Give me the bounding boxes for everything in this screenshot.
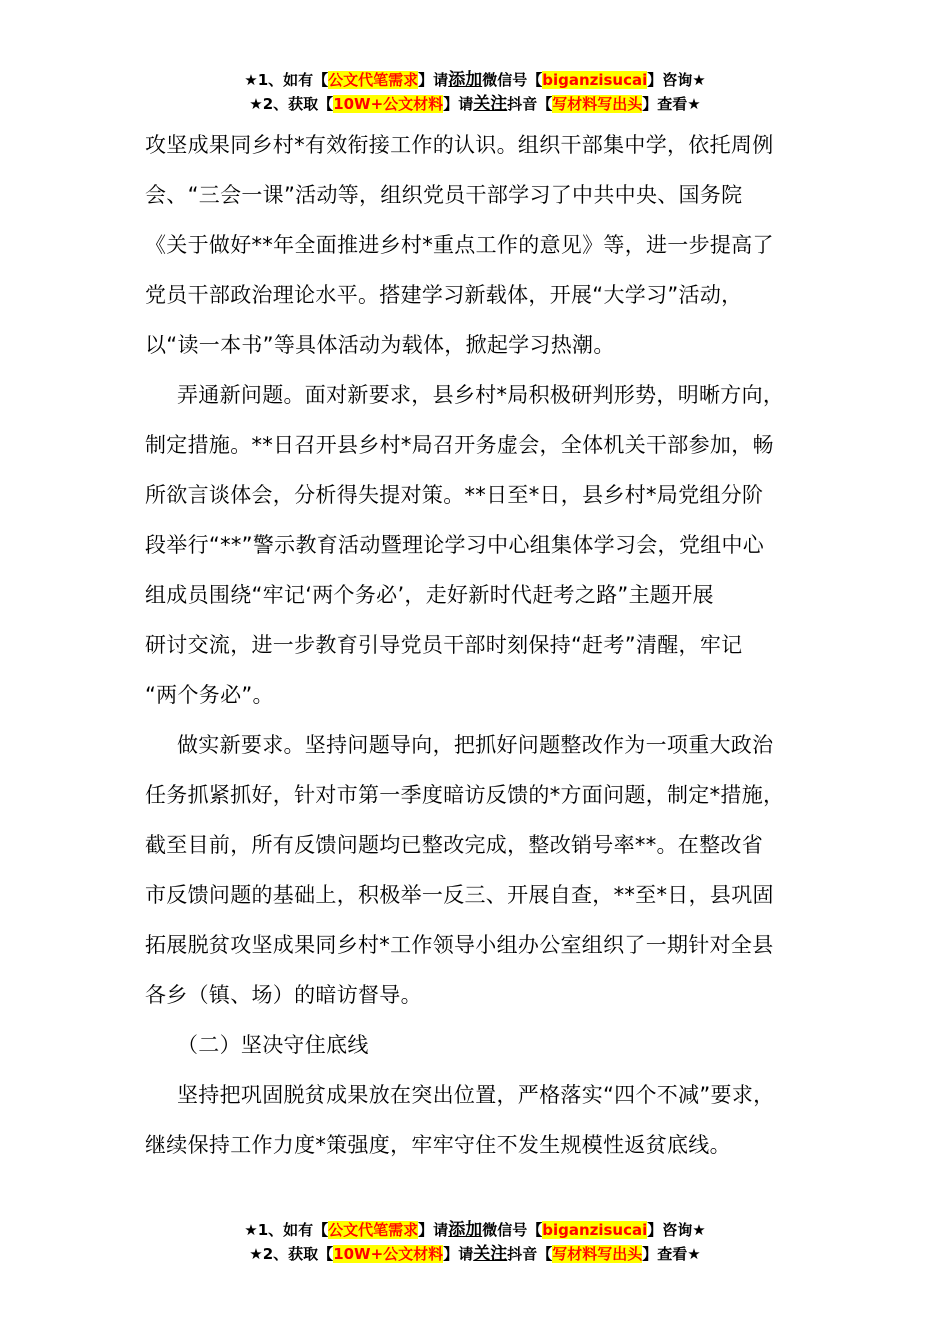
- section-heading: （二）坚决守住底线: [177, 1033, 369, 1057]
- paragraph-3: 做实新要求。坚持问题导向，把抓好问题整改作为一项重大政治 任务抓紧抓好，针对市第一季度暗访反馈的*方面问题，制定*措施， 截至目前，所有反馈问题均已整改完成，整改销号率**。在整改省 市反馈问题的基础上，积极举一反三、开展自查，**至*日，县巩固 拓展脱贫攻坚成果同乡村*工作领导小组办公室组织了一期针对全县 各乡（镇、场）的暗访督导。: [145, 733, 785, 1007]
- paragraph-4: 坚持把巩固脱贫成果放在突出位置，严格落实“四个不减”要求， 继续保持工作力度*策强度，牢牢守住不发生规模性返贫底线。: [145, 1083, 775, 1157]
- banner-line-1: ★1、如有【公文代笔需求】请添加微信号【biganzisucai】咨询★: [244, 1220, 706, 1240]
- paragraph-1: 攻坚成果同乡村*有效衔接工作的认识。组织干部集中学，依托周例 会、“三会一课”活动等，组织党员干部学习了中共中央、国务院 《关于做好**年全面推进乡村*重点工作的意见》等，进一步提高了 党员干部政治理论水平。搭建学习新载体，开展“大学习”活动， 以“读一本书”等具体活动为载体，掀起学习热潮。: [145, 133, 774, 357]
- document-body: [145, 120, 835, 1170]
- banner-line-1: ★1、如有【公文代笔需求】请添加微信号【biganzisucai】咨询★: [244, 70, 706, 90]
- banner-line-2: ★2、获取【10W+公文材料】请关注抖音【写材料写出头】查看★: [249, 94, 701, 114]
- paragraph-2: 弄通新问题。面对新要求，县乡村*局积极研判形势，明晰方向， 制定措施。**日召开县乡村*局召开务虚会，全体机关干部参加，畅 所欲言谈体会，分析得失提对策。**日至*日，县乡村*局党组分阶 段举行“**”警示教育活动暨理论学习中心组集体学习会，党组中心 组成员围绕“牢记‘两个务必’，走好新时代赶考之路”主题开展 研讨交流，进一步教育引导党员干部时刻保持“赶考”清醒，牢记 “两个务必”。: [145, 383, 785, 707]
- banner-line-2: ★2、获取【10W+公文材料】请关注抖音【写材料写出头】查看★: [249, 1244, 701, 1264]
- header-banner: [0, 68, 950, 116]
- footer-banner: [0, 1218, 950, 1266]
